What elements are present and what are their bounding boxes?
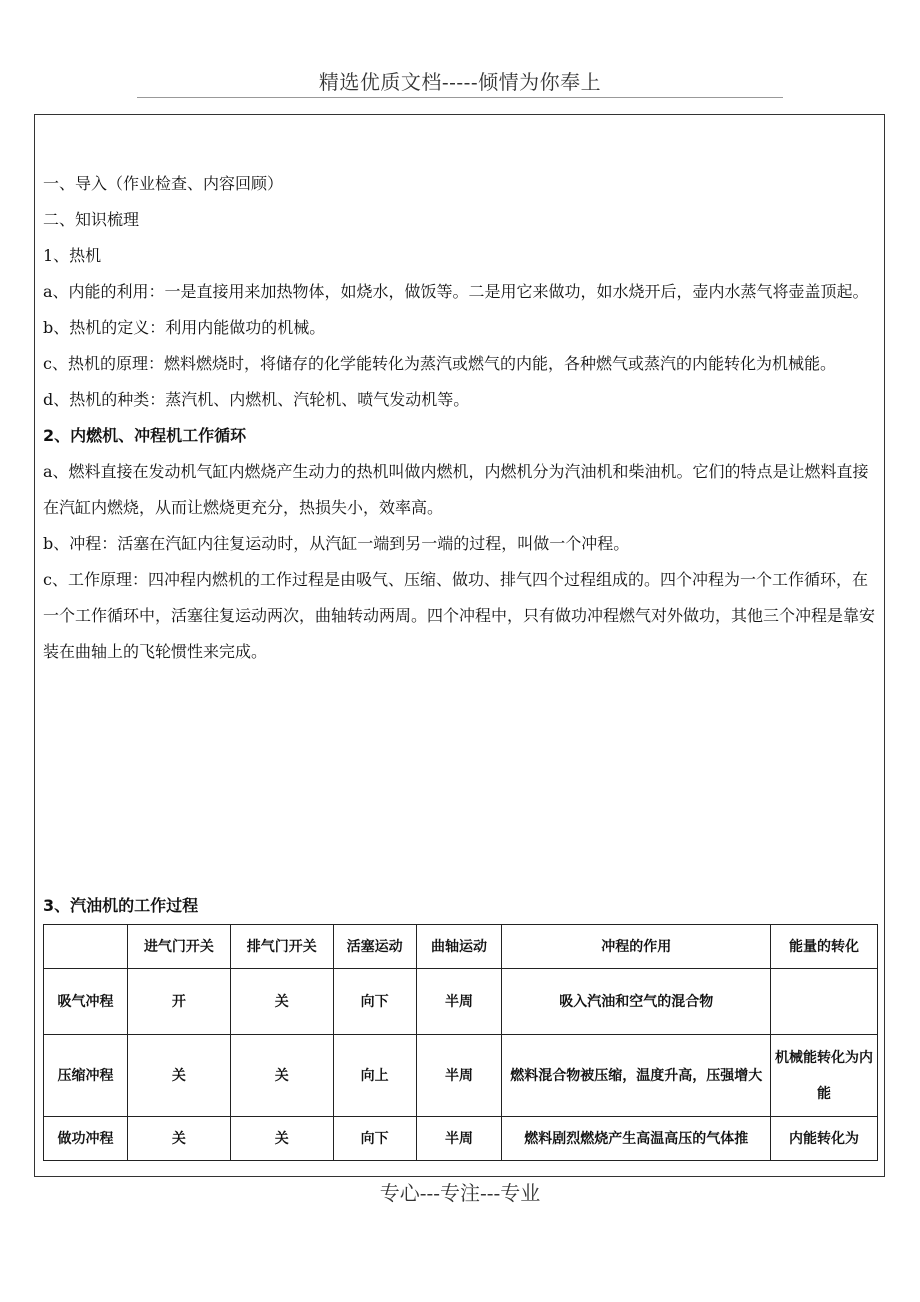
section-2-title: 2、内燃机、冲程机工作循环 bbox=[43, 426, 247, 445]
table-cell: 半周 bbox=[416, 1035, 502, 1117]
section-1-item-a: a、内能的利用：一是直接用来加热物体，如烧水，做饭等。二是用它来做功，如水烧开后，壶内水蒸气将壶盖顶起。 bbox=[43, 282, 869, 301]
table-header-cell bbox=[44, 925, 128, 969]
section-1-title: 1、热机 bbox=[43, 246, 102, 265]
table-header-row bbox=[44, 925, 878, 969]
table-header-cell: 活塞运动 bbox=[333, 925, 416, 969]
section-2-item-b: b、冲程：活塞在汽缸内往复运动时，从汽缸一端到另一端的过程，叫做一个冲程。 bbox=[43, 534, 630, 553]
section-2-item-a: a、燃料直接在发动机气缸内燃烧产生动力的热机叫做内燃机，内燃机分为汽油机和柴油机。它们的特点是让燃料直接在汽缸内燃烧，从而让燃烧更充分，热损失小，效率高。 bbox=[43, 462, 869, 517]
table-cell: 半周 bbox=[416, 1117, 502, 1161]
table-cell: 关 bbox=[230, 1035, 333, 1117]
section-2-item-c: c、工作原理：四冲程内燃机的工作过程是由吸气、压缩、做功、排气四个过程组成的。四个冲程为一个工作循环，在一个工作循环中，活塞往复运动两次，曲轴转动两周。四个冲程中，只有做功冲程燃气对外做功，其他三个冲程是靠安装在曲轴上的飞轮惯性来完成。 bbox=[43, 570, 876, 661]
table-cell: 燃料剧烈燃烧产生高温高压的气体推 bbox=[502, 1117, 771, 1161]
page-footer: 专心---专注---专业 bbox=[379, 1181, 541, 1205]
table-cell: 关 bbox=[230, 969, 333, 1035]
stroke-table bbox=[43, 924, 878, 1161]
table-cell: 半周 bbox=[416, 969, 502, 1035]
intro-heading: 一、导入（作业检查、内容回顾） bbox=[43, 174, 284, 193]
table-row bbox=[44, 1035, 878, 1117]
table-row bbox=[44, 1117, 878, 1161]
table-header-cell: 冲程的作用 bbox=[502, 925, 771, 969]
table-cell: 燃料混合物被压缩，温度升高，压强增大 bbox=[502, 1035, 771, 1117]
table-cell: 向上 bbox=[333, 1035, 416, 1117]
section-1-item-b: b、热机的定义：利用内能做功的机械。 bbox=[43, 318, 326, 337]
table-cell: 做功冲程 bbox=[44, 1117, 128, 1161]
table-row bbox=[44, 969, 878, 1035]
table-cell: 关 bbox=[127, 1035, 230, 1117]
table-cell: 机械能转化为内能 bbox=[771, 1035, 878, 1117]
header-divider bbox=[137, 97, 783, 98]
table-cell: 吸气冲程 bbox=[44, 969, 128, 1035]
table-header-cell: 曲轴运动 bbox=[416, 925, 502, 969]
table-header-cell: 能量的转化 bbox=[771, 925, 878, 969]
table-cell bbox=[771, 969, 878, 1035]
review-heading: 二、知识梳理 bbox=[43, 210, 140, 229]
table-cell: 向下 bbox=[333, 969, 416, 1035]
table-cell: 压缩冲程 bbox=[44, 1035, 128, 1117]
section-3-title: 3、汽油机的工作过程 bbox=[43, 896, 199, 915]
table-cell: 吸入汽油和空气的混合物 bbox=[502, 969, 771, 1035]
table-cell: 向下 bbox=[333, 1117, 416, 1161]
document-body bbox=[43, 166, 881, 670]
table-cell: 关 bbox=[230, 1117, 333, 1161]
table-header-cell: 进气门开关 bbox=[127, 925, 230, 969]
table-cell: 内能转化为 bbox=[771, 1117, 878, 1161]
table-cell: 开 bbox=[127, 969, 230, 1035]
section-1-item-d: d、热机的种类：蒸汽机、内燃机、汽轮机、喷气发动机等。 bbox=[43, 390, 470, 409]
page-header: 精选优质文档-----倾情为你奉上 bbox=[318, 70, 602, 94]
table-header-cell: 排气门开关 bbox=[230, 925, 333, 969]
section-1-item-c: c、热机的原理：燃料燃烧时，将储存的化学能转化为蒸汽或燃气的内能，各种燃气或蒸汽的内能转化为机械能。 bbox=[43, 354, 836, 373]
table-cell: 关 bbox=[127, 1117, 230, 1161]
